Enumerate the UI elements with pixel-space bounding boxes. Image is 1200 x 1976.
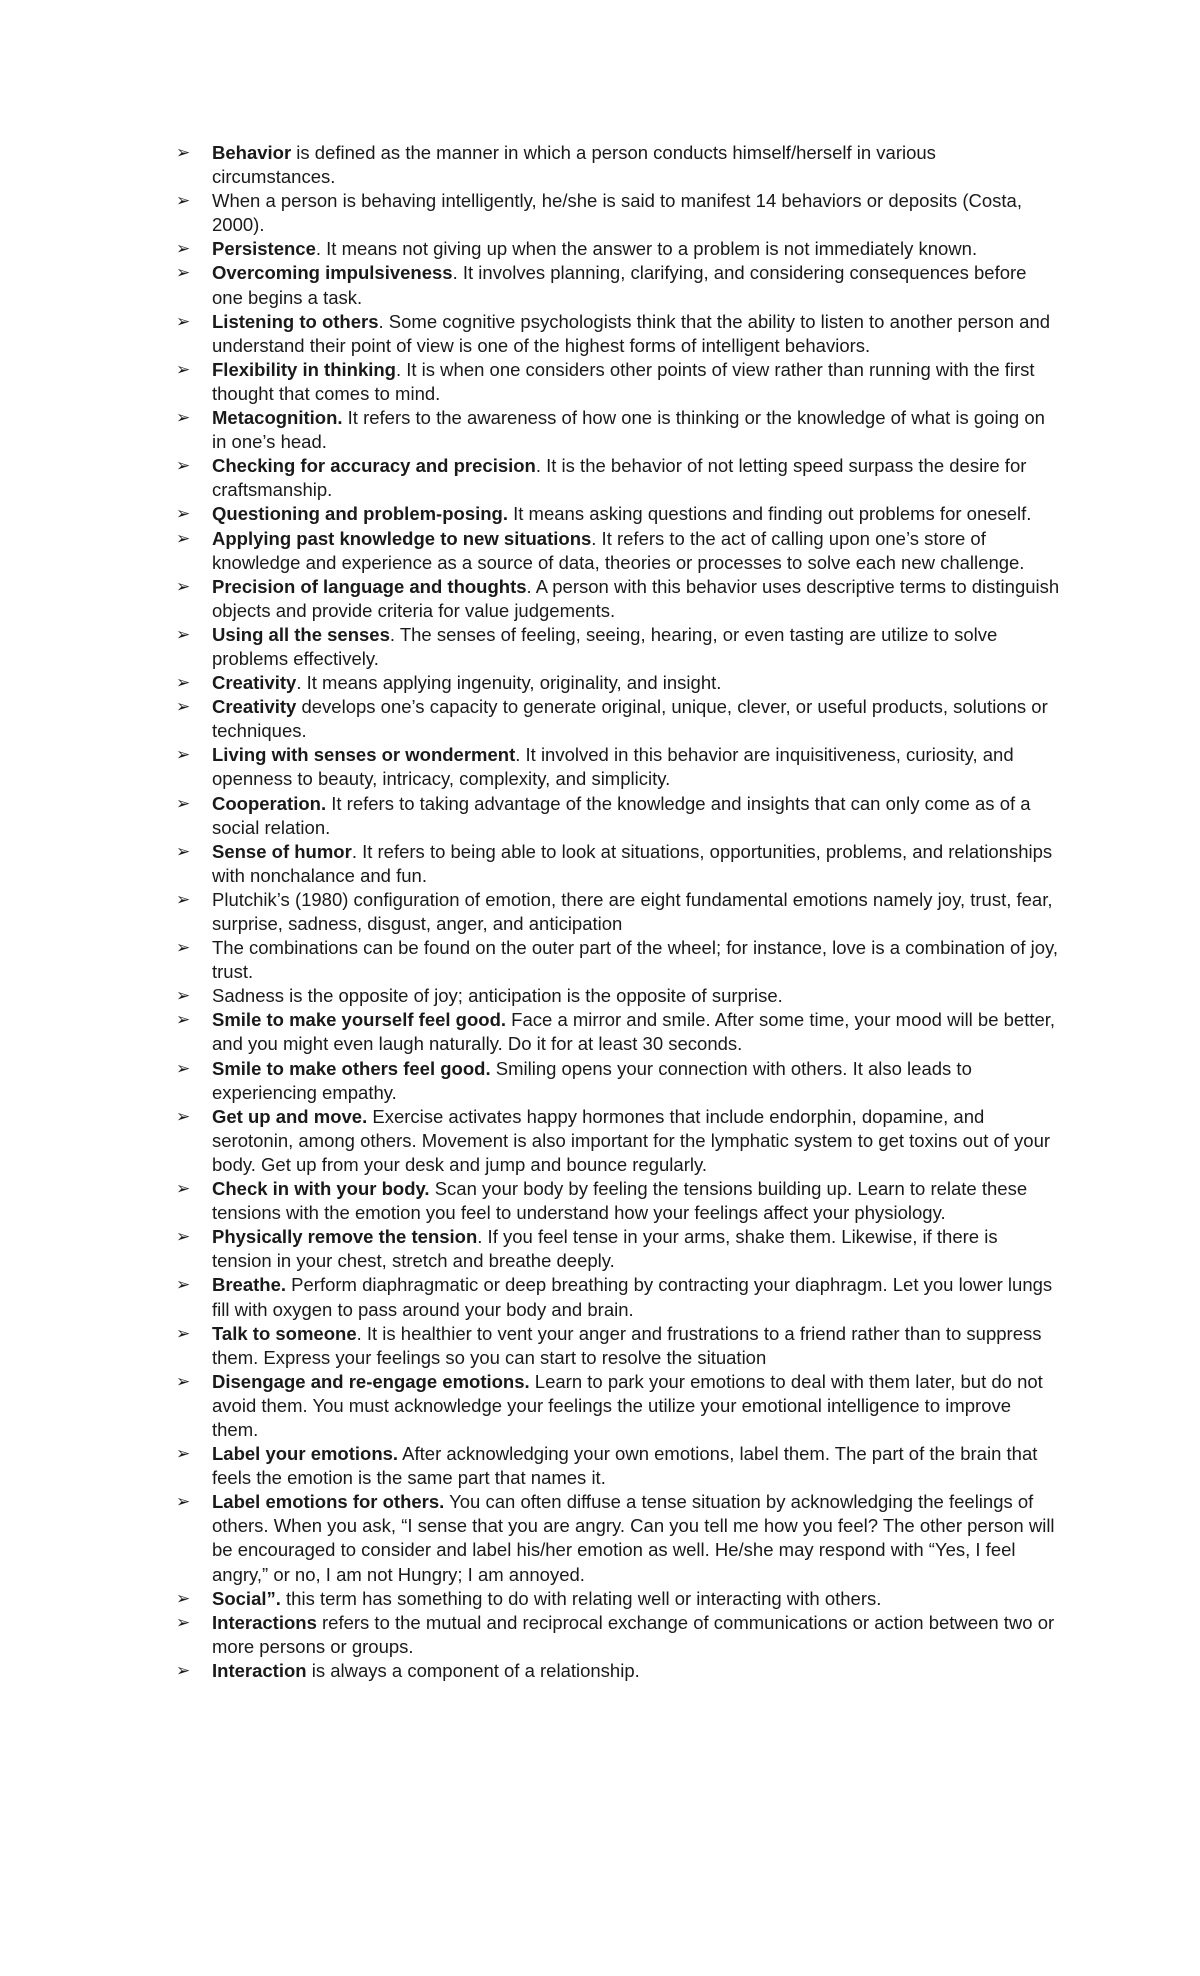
list-item	[176, 527, 1062, 575]
item-text: refers to the mutual and reciprocal exchange of communications or action between two or more persons or groups.	[212, 1611, 1055, 1657]
item-term: Interaction	[212, 1659, 307, 1681]
item-text: develops one’s capacity to generate original, unique, clever, or useful products, solutions or techniques.	[212, 696, 1048, 742]
arrow-bullet-icon: ➢	[176, 1444, 191, 1464]
item-text: Face a mirror and smile. After some time, your mood will be better, and you might even laugh naturally. Do it for at least 30 seconds.	[212, 1009, 1056, 1055]
list-item	[176, 743, 1062, 791]
list-item	[176, 358, 1062, 406]
arrow-bullet-icon: ➢	[176, 624, 191, 644]
arrow-bullet-icon: ➢	[176, 576, 191, 596]
arrow-bullet-icon: ➢	[176, 1371, 191, 1391]
item-text: . It is when one considers other points of view rather than running with the first thought that comes to mind.	[212, 358, 1035, 404]
arrow-bullet-icon: ➢	[176, 504, 191, 524]
list-item	[176, 406, 1062, 454]
item-text: Smiling opens your connection with others. It also leads to experiencing empathy.	[212, 1057, 972, 1103]
item-term: Questioning and problem-posing.	[212, 503, 508, 525]
item-term: Using all the senses	[212, 623, 390, 645]
arrow-bullet-icon: ➢	[176, 889, 191, 909]
list-item	[176, 502, 1062, 526]
item-text: Perform diaphragmatic or deep breathing by contracting your diaphragm. Let you lower lungs fill with oxygen to pass around your body and brain.	[212, 1274, 1053, 1320]
arrow-bullet-icon: ➢	[176, 1106, 191, 1126]
list-item	[176, 1370, 1062, 1442]
list-item	[176, 1322, 1062, 1370]
item-text: . It is healthier to vent your anger and frustrations to a friend rather than to suppress them. Express your feelings so you can start to resolve the situation	[212, 1322, 1042, 1368]
item-term: Smile to make yourself feel good.	[212, 1009, 507, 1031]
list-item	[176, 261, 1062, 309]
arrow-bullet-icon: ➢	[176, 359, 191, 379]
item-term: Check in with your body.	[212, 1178, 430, 1200]
arrow-bullet-icon: ➢	[176, 1275, 191, 1295]
list-item	[176, 1490, 1062, 1586]
item-text: . It is the behavior of not letting speed surpass the desire for craftsmanship.	[212, 455, 1027, 501]
list-item	[176, 1225, 1062, 1273]
item-term: Checking for accuracy and precision	[212, 455, 536, 477]
item-term: Overcoming impulsiveness	[212, 262, 453, 284]
item-text: It means asking questions and finding out problems for oneself.	[508, 503, 1032, 525]
arrow-bullet-icon: ➢	[176, 239, 191, 259]
arrow-bullet-icon: ➢	[176, 745, 191, 765]
item-term: Behavior	[212, 142, 292, 163]
item-term: Flexibility in thinking	[212, 358, 396, 380]
item-term: Physically remove the tension	[212, 1226, 478, 1248]
list-item	[176, 1057, 1062, 1105]
arrow-bullet-icon: ➢	[176, 673, 191, 693]
arrow-bullet-icon: ➢	[176, 1323, 191, 1343]
item-text: Exercise activates happy hormones that include endorphin, dopamine, and serotonin, among others. Movement is also important for the lymphatic system to get toxins out of your body. Get up from your desk and jump and bounce regularly.	[212, 1105, 1051, 1175]
item-term: Talk to someone	[212, 1322, 357, 1344]
item-term: Interactions	[212, 1611, 317, 1633]
list-item	[176, 310, 1062, 358]
arrow-bullet-icon: ➢	[176, 1058, 191, 1078]
item-text: . Some cognitive psychologists think that the ability to listen to another person and understand their point of view is one of the highest forms of intelligent behaviors.	[212, 310, 1051, 356]
item-term: Label emotions for others.	[212, 1491, 445, 1513]
list-item	[176, 1659, 1062, 1683]
item-term: Creativity	[212, 672, 297, 694]
item-term: Disengage and re-engage emotions.	[212, 1370, 530, 1392]
item-term: Smile to make others feel good.	[212, 1057, 491, 1079]
arrow-bullet-icon: ➢	[176, 1492, 191, 1512]
list-item	[176, 1273, 1062, 1321]
list-item	[176, 1177, 1062, 1225]
item-term: Breathe.	[212, 1274, 287, 1296]
item-term: Cooperation.	[212, 792, 327, 814]
arrow-bullet-icon: ➢	[176, 456, 191, 476]
list-item	[176, 888, 1062, 936]
list-item	[176, 1442, 1062, 1490]
list-item	[176, 792, 1062, 840]
item-term: Creativity	[212, 696, 297, 718]
item-text: When a person is behaving intelligently, he/she is said to manifest 14 behaviors or deposits (Costa, 2000).	[212, 190, 1022, 236]
bullet-list	[176, 141, 1062, 1683]
arrow-bullet-icon: ➢	[176, 1010, 191, 1030]
list-item	[176, 984, 1062, 1008]
arrow-bullet-icon: ➢	[176, 528, 191, 548]
item-text: Scan your body by feeling the tensions building up. Learn to relate these tensions with the emotion you feel to understand how your feelings affect your physiology.	[212, 1178, 1028, 1224]
item-term: Get up and move.	[212, 1105, 368, 1127]
item-text: It refers to taking advantage of the knowledge and insights that can only come as of a social relation.	[212, 792, 1031, 838]
list-item	[176, 189, 1062, 237]
item-term: Metacognition.	[212, 407, 343, 429]
item-text: . It refers to the act of calling upon one’s store of knowledge and experience as a source of data, theories or processes to solve each new challenge.	[212, 527, 1025, 573]
arrow-bullet-icon: ➢	[176, 1660, 191, 1680]
list-item	[176, 1587, 1062, 1611]
item-text: It refers to the awareness of how one is thinking or the knowledge of what is going on in one’s head.	[212, 407, 1045, 453]
item-text: is defined as the manner in which a person conducts himself/herself in various circumstances.	[212, 142, 936, 188]
item-text: Sadness is the opposite of joy; anticipation is the opposite of surprise.	[212, 985, 783, 1007]
item-text: is always a component of a relationship.	[306, 1659, 640, 1681]
arrow-bullet-icon: ➢	[176, 841, 191, 861]
item-text: . A person with this behavior uses descriptive terms to distinguish objects and provide criteria for value judgements.	[212, 575, 1060, 621]
item-text: . If you feel tense in your arms, shake them. Likewise, if there is tension in your chest, stretch and breathe deeply.	[212, 1226, 998, 1272]
item-term: Listening to others	[212, 310, 379, 332]
arrow-bullet-icon: ➢	[176, 697, 191, 717]
item-text: You can often diffuse a tense situation by acknowledging the feelings of others. When you ask, “I sense that you are angry. Can you tell me how you feel? The other person will be encouraged to consider and label his/her emotion as well. He/she may respond with “Yes, I feel angry,” or no, I am not Hungry; I am annoyed.	[212, 1491, 1055, 1585]
list-item	[176, 840, 1062, 888]
arrow-bullet-icon: ➢	[176, 1179, 191, 1199]
arrow-bullet-icon: ➢	[176, 191, 191, 211]
arrow-bullet-icon: ➢	[176, 311, 191, 331]
list-item	[176, 575, 1062, 623]
list-item	[176, 454, 1062, 502]
list-item	[176, 671, 1062, 695]
item-text: . It involved in this behavior are inquisitiveness, curiosity, and openness to beauty, intricacy, complexity, and simplicity.	[212, 744, 1014, 790]
item-text: . It means applying ingenuity, originality, and insight.	[296, 672, 722, 694]
item-term: Sense of humor	[212, 840, 352, 862]
item-term: Persistence	[212, 238, 316, 260]
arrow-bullet-icon: ➢	[176, 793, 191, 813]
arrow-bullet-icon: ➢	[176, 408, 191, 428]
list-item	[176, 1611, 1062, 1659]
list-item	[176, 1105, 1062, 1177]
item-text: . It involves planning, clarifying, and considering consequences before one begins a task.	[212, 262, 1027, 308]
list-item	[176, 141, 1062, 189]
arrow-bullet-icon: ➢	[176, 1588, 191, 1608]
arrow-bullet-icon: ➢	[176, 1227, 191, 1247]
list-item	[176, 1008, 1062, 1056]
item-text: The combinations can be found on the outer part of the wheel; for instance, love is a combination of joy, trust.	[212, 937, 1059, 983]
item-term: Precision of language and thoughts	[212, 575, 527, 597]
item-text: . It refers to being able to look at situations, opportunities, problems, and relationships with nonchalance and fun.	[212, 840, 1053, 886]
list-item	[176, 695, 1062, 743]
item-term: Applying past knowledge to new situations	[212, 527, 592, 549]
arrow-bullet-icon: ➢	[176, 1612, 191, 1632]
item-text: this term has something to do with relating well or interacting with others.	[280, 1587, 882, 1609]
arrow-bullet-icon: ➢	[176, 938, 191, 958]
item-text: Plutchik’s (1980) configuration of emotion, there are eight fundamental emotions namely joy, trust, fear, surprise, sadness, disgust, anger, and anticipation	[212, 888, 1053, 934]
arrow-bullet-icon: ➢	[176, 986, 191, 1006]
arrow-bullet-icon: ➢	[176, 143, 191, 162]
list-item	[176, 936, 1062, 984]
item-text: . The senses of feeling, seeing, hearing, or even tasting are utilize to solve problems effectively.	[212, 623, 998, 669]
item-text: Learn to park your emotions to deal with them later, but do not avoid them. You must acknowledge your feelings the utilize your emotional intelligence to improve them.	[212, 1370, 1043, 1440]
list-item	[176, 237, 1062, 261]
list-item	[176, 623, 1062, 671]
item-text: After acknowledging your own emotions, label them. The part of the brain that feels the emotion is the same part that names it.	[212, 1443, 1038, 1489]
item-term: Social”.	[212, 1587, 281, 1609]
item-term: Label your emotions.	[212, 1443, 399, 1465]
arrow-bullet-icon: ➢	[176, 263, 191, 283]
item-term: Living with senses or wonderment	[212, 744, 516, 766]
item-text: . It means not giving up when the answer to a problem is not immediately known.	[315, 238, 978, 260]
